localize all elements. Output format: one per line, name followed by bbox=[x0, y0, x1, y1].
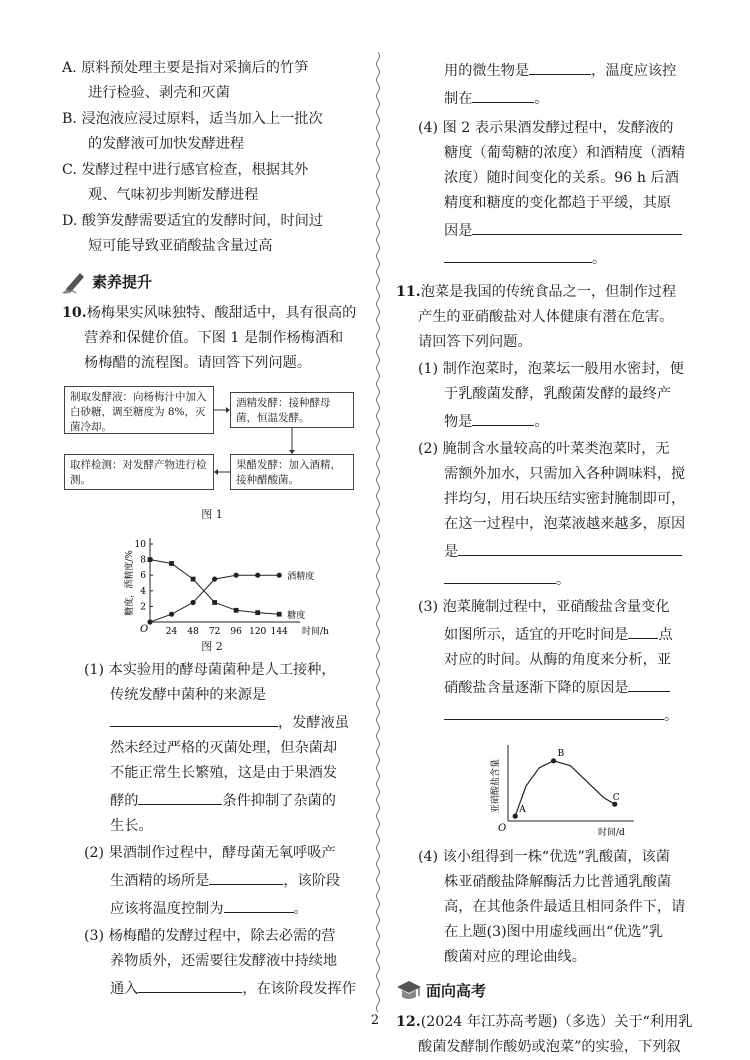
answer-blank-strain-source[interactable] bbox=[110, 708, 278, 727]
legend-label: 酒精度 bbox=[287, 572, 315, 583]
point-label-b: B bbox=[557, 748, 565, 759]
answer-blank-liquid-2[interactable] bbox=[444, 565, 556, 584]
option-c[interactable]: C. 发酵过程中进行感官检查，根据其外 观、气味初步判断发酵进程 bbox=[62, 162, 309, 203]
x-axis-label: 时间/d bbox=[598, 828, 625, 838]
q10-sub4-line5: 因是 bbox=[396, 216, 696, 244]
x-tick-label: 144 bbox=[270, 627, 288, 637]
question-12-stem: 12.(2024 年江苏高考题)（多选）关于“利用乳 酸菌发酵制作酸奶或泡菜”的实验，下列叙 bbox=[396, 1014, 693, 1055]
x-axis-label: 时间/h bbox=[302, 627, 329, 637]
q11-sub3-line2: 如图所示，适宜的开吃时间是 点 bbox=[396, 620, 696, 648]
x-tick-label: 96 bbox=[230, 627, 242, 637]
q10-sub3-line2: 养物质外，还需要往发酵液中持续地 bbox=[110, 953, 338, 969]
flow-box-sampling: 取样检测：对发酵产物进行检测。 bbox=[64, 454, 214, 490]
answer-blank-vinegar-temp[interactable] bbox=[472, 84, 534, 103]
q11-sub3-line3: 对应的时间。从酶的角度来分析，亚 bbox=[444, 652, 672, 668]
q10-sub1-line6: 酵的 条件抑制了杂菌的 bbox=[62, 786, 364, 814]
chart-nitrite-wrap bbox=[396, 739, 696, 839]
data-point bbox=[169, 561, 174, 566]
option-d[interactable]: D. 酸笋发酵需要适宜的发酵时间，时间过 短可能导致亚硝酸盐含量过高 bbox=[62, 213, 324, 254]
nitrite-curve bbox=[515, 761, 615, 816]
y-tick-label: 8 bbox=[140, 555, 146, 566]
option-a[interactable]: A. 原料预处理主要是指对采摘后的竹笋 进行检验、剥壳和灭菌 bbox=[62, 60, 309, 101]
data-point bbox=[212, 600, 217, 605]
q10-sub1-line2: 传统发酵中菌种的来源是 bbox=[110, 687, 267, 703]
q10-sub1-line7: 生长。 bbox=[110, 818, 153, 834]
answer-blank-enzyme-1[interactable] bbox=[628, 673, 670, 692]
section-title-suyang: 素养提升 bbox=[92, 272, 153, 291]
q10-sub2-line3: 应该将温度控制为 。 bbox=[62, 894, 364, 922]
pencil-icon bbox=[62, 269, 88, 295]
section-title-gaokao: 面向高考 bbox=[426, 981, 487, 1000]
data-point bbox=[255, 610, 260, 615]
q11-sub2-line6: 。 bbox=[396, 565, 696, 593]
data-point bbox=[255, 573, 260, 578]
origin-label: O bbox=[140, 624, 149, 635]
chart-sugar-alcohol bbox=[62, 534, 362, 640]
q10-sub4-line6: 。 bbox=[396, 244, 696, 272]
section-gaokao bbox=[396, 976, 696, 1006]
data-point bbox=[234, 608, 239, 613]
flow-arrows bbox=[62, 384, 362, 504]
q11-sub2-line5: 是 bbox=[396, 537, 696, 565]
q11-sub2-line2: 需额外加水，只需加入各种调味料，搅 bbox=[444, 466, 686, 482]
point-label-a: A bbox=[519, 805, 526, 816]
page-number: 2 bbox=[370, 1013, 380, 1028]
data-point bbox=[169, 612, 174, 617]
q11-sub1: (1) 制作泡菜时，泡菜坛一般用水密封，便 bbox=[418, 361, 684, 377]
answer-blank-point[interactable] bbox=[628, 620, 658, 639]
flowchart-fig1 bbox=[62, 384, 362, 534]
q10-sub3-line3: 通入 ，在该阶段发挥作 bbox=[62, 974, 364, 1002]
y-tick-label: 2 bbox=[140, 602, 146, 613]
q11-sub3-line4: 硝酸盐含量逐渐下降的原因是 bbox=[396, 673, 696, 701]
flow-box-prepare: 制取发酵液：向杨梅汁中加入白砂糖，调至糖度为 8%，灭菌冷却。 bbox=[64, 386, 214, 434]
answer-blank-reason-2[interactable] bbox=[444, 244, 592, 263]
x-tick-label: 24 bbox=[165, 627, 178, 637]
answer-blank-gas[interactable] bbox=[138, 974, 242, 993]
q10-sub4-line3: 浓度）随时间变化的关系。96 h 后酒 bbox=[444, 170, 679, 186]
q10-sub2: (2) 果酒制作过程中，酵母菌无氧呼吸产 bbox=[84, 845, 336, 861]
q11-sub2: (2) 腌制含水量较高的叶菜类泡菜时，无 bbox=[418, 441, 670, 457]
origin-label: O bbox=[498, 823, 507, 834]
q10-sub2-line2: 生酒精的场所是 ，该阶段 bbox=[62, 866, 364, 894]
point-a bbox=[513, 814, 518, 819]
flow-box-vinegar: 果醋发酵：加入酒精，接种醋酸菌。 bbox=[230, 454, 354, 490]
q11-sub2-line4: 在这一过程中，泡菜液越来越多，原因 bbox=[444, 516, 686, 532]
y-tick-label: 4 bbox=[140, 586, 146, 597]
answer-blank-conditions[interactable] bbox=[138, 786, 222, 805]
flow-box-alcohol: 酒精发酵：接种酵母菌，恒温发酵。 bbox=[230, 392, 354, 428]
y-axis-label: 糖度，酒精度/% bbox=[125, 550, 135, 616]
right-column bbox=[396, 56, 696, 1060]
point-b bbox=[551, 758, 556, 763]
answer-blank-microbe[interactable] bbox=[529, 56, 591, 75]
q10-sub3-line5: 制在 。 bbox=[396, 84, 696, 112]
answer-blank-site[interactable] bbox=[209, 866, 283, 885]
answer-blank-product[interactable] bbox=[472, 407, 534, 426]
q10-sub1-line5: 不能正常生长繁殖，这是由于果酒发 bbox=[110, 765, 338, 781]
figure-1-caption: 图 1 bbox=[201, 508, 223, 521]
q10-sub4-line2: 糖度（葡萄糖的浓度）和酒精度（酒精 bbox=[444, 145, 686, 161]
data-point bbox=[212, 577, 217, 582]
answer-blank-liquid-1[interactable] bbox=[458, 537, 682, 556]
q11-sub3-line5: 。 bbox=[396, 701, 696, 729]
q10-sub4-line4: 精度和糖度的变化都趋于平缓，其原 bbox=[444, 195, 672, 211]
q10-sub1-line4: 然未经过严格的灭菌处理，但杂菌却 bbox=[110, 740, 338, 756]
q11-sub4-line2: 株亚硝酸盐降解酶活力比普通乳酸菌 bbox=[444, 874, 672, 890]
data-point bbox=[147, 619, 152, 624]
series-line-sugar bbox=[150, 560, 279, 615]
q11-sub4: (4) 该小组得到一株“优选”乳酸菌，该菌 bbox=[418, 849, 670, 865]
option-b[interactable]: B. 浸泡液应浸过原料，适当加入上一批次 的发酵液可加快发酵进程 bbox=[62, 111, 323, 152]
q10-sub1: (1) 本实验用的酵母菌菌种是人工接种， bbox=[84, 662, 336, 678]
question-10-stem: 10.杨梅果实风味独特、酸甜适中，具有很高的 营养和保健价值。下图 1 是制作杨梅酒和 杨梅醋的流程图。请回答下列问题。 bbox=[62, 305, 357, 371]
q10-sub3: (3) 杨梅醋的发酵过程中，除去必需的营 bbox=[84, 928, 336, 944]
data-point bbox=[277, 612, 282, 617]
x-tick-label: 120 bbox=[249, 627, 267, 637]
x-tick-label: 48 bbox=[187, 627, 199, 637]
question-11-stem: 11.泡菜是我国的传统食品之一，但制作过程 产生的亚硝酸盐对人体健康有潜在危害。 请回答下列问题。 bbox=[396, 284, 677, 350]
q11-sub1-line2: 于乳酸菌发酵，乳酸菌发酵的最终产 bbox=[444, 386, 672, 402]
data-point bbox=[234, 573, 239, 578]
q11-sub4-line4: 在上题(3)图中用虚线画出“优选”乳 bbox=[444, 924, 664, 940]
y-axis-label: 亚硝酸盐含量 bbox=[491, 758, 501, 814]
q11-sub4-line3: 高，在其他条件最适且相同条件下，请 bbox=[444, 899, 686, 915]
q11-sub3: (3) 泡菜腌制过程中，亚硝酸盐含量变化 bbox=[418, 599, 670, 615]
figure-2-caption: 图 2 bbox=[201, 640, 223, 653]
q11-sub4-line5: 酸菌对应的理论曲线。 bbox=[444, 949, 586, 965]
data-point bbox=[277, 573, 282, 578]
q10-sub1-line3: ，发酵液虽 bbox=[62, 708, 364, 736]
column-divider bbox=[374, 52, 382, 1012]
data-point bbox=[148, 557, 153, 562]
y-tick-label: 10 bbox=[134, 540, 146, 550]
point-label-c: C bbox=[612, 793, 620, 804]
data-point bbox=[191, 577, 196, 582]
chart-nitrite bbox=[396, 739, 696, 839]
y-tick-label: 6 bbox=[140, 571, 146, 582]
graduation-cap-icon bbox=[396, 978, 422, 1004]
section-suyang bbox=[62, 267, 364, 297]
answer-blank-reason-1[interactable] bbox=[472, 216, 682, 235]
legend-label: 糖度 bbox=[287, 611, 306, 622]
data-point bbox=[190, 600, 195, 605]
left-column bbox=[62, 56, 364, 1002]
q10-sub3-line4: 用的微生物是 ，温度应该控 bbox=[396, 56, 696, 84]
answer-blank-temperature[interactable] bbox=[224, 894, 294, 913]
chart-fig2-wrap bbox=[62, 534, 362, 656]
answer-blank-enzyme-2[interactable] bbox=[444, 701, 664, 720]
q10-sub4: (4) 图 2 表示果酒发酵过程中，发酵液的 bbox=[418, 120, 674, 136]
q11-sub1-line3: 物是 。 bbox=[396, 407, 696, 435]
x-tick-label: 72 bbox=[208, 627, 221, 637]
q11-sub2-line3: 拌均匀，用石块压结实密封腌制即可， bbox=[444, 491, 686, 507]
